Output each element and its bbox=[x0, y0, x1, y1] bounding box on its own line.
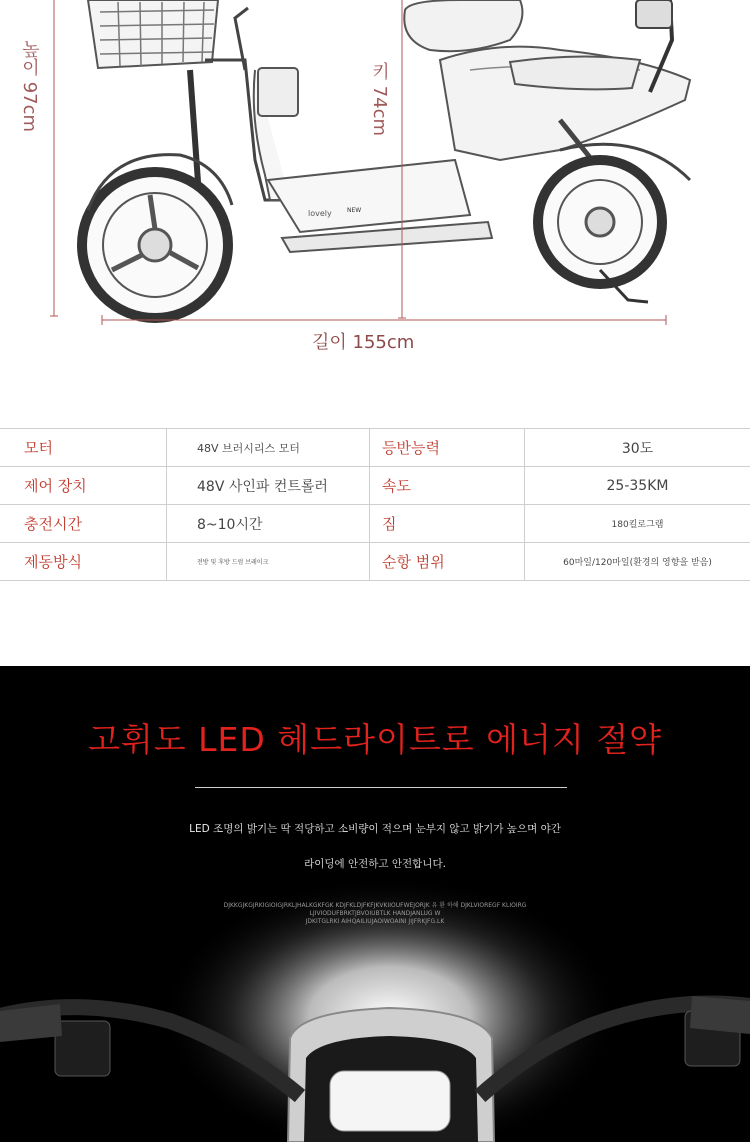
filler-line-1: DJKKGJKGJRKIGIOIGJRKLJHALKGKFGK KDJFKLDJFKFJKVKIIOUFWEJORJK 유 환 하해 DJKLVIOREGF KLIOIRG bbox=[223, 902, 527, 909]
seat-height-dimension-label: 키 74cm bbox=[369, 62, 390, 137]
spec-label-controller: 제어 장치 bbox=[0, 467, 167, 505]
spec-row bbox=[0, 467, 750, 505]
led-section-title: 고휘도 LED 헤드라이트로 에너지 절약 bbox=[88, 720, 662, 759]
height-dimension-label: 높이 97cm bbox=[19, 40, 40, 133]
spec-label-speed: 속도 bbox=[370, 467, 525, 505]
brand-text: lovely bbox=[308, 209, 332, 218]
decorative-filler-text bbox=[0, 902, 750, 926]
plate-text: NEW bbox=[347, 207, 362, 214]
led-headlight-section bbox=[0, 666, 750, 1142]
spec-value-controller: 48V 사인파 컨트롤러 bbox=[167, 467, 370, 505]
spec-value-speed: 25-35KM bbox=[525, 467, 750, 505]
spec-value-climbing: 30도 bbox=[525, 429, 750, 467]
spec-value-charging-time: 8~10시간 bbox=[167, 505, 370, 543]
spec-label-load: 짐 bbox=[370, 505, 525, 543]
spec-value-motor: 48V 브러시리스 모터 bbox=[167, 429, 370, 467]
spec-row bbox=[0, 543, 750, 581]
filler-line-2: LJIVIODUFBRKTJBVOIUBTLK HANDJANLUG W bbox=[309, 910, 441, 917]
spec-label-charging-time: 충전시간 bbox=[0, 505, 167, 543]
spec-label-climbing: 등반능력 bbox=[370, 429, 525, 467]
spec-label-braking: 제동방식 bbox=[0, 543, 167, 581]
length-dimension-label: 길이 155cm bbox=[312, 332, 415, 353]
spec-value-range: 60마일/120마일(환경의 영향을 받음) bbox=[525, 543, 750, 581]
scooter-diagram bbox=[0, 0, 750, 400]
led-description-line-1: LED 조명의 밝기는 딱 적당하고 소비량이 적으며 눈부지 않고 밝기가 높으며 야간 bbox=[189, 823, 561, 835]
title-divider bbox=[195, 787, 567, 788]
filler-line-3: JDKITGLRKI AIHQAILIUJAOIWOAINI JIJFRKJFG.LK bbox=[305, 918, 445, 925]
led-description-line-2: 라이딩에 안전하고 안전합니다. bbox=[304, 858, 446, 870]
spec-label-range: 순항 범위 bbox=[370, 543, 525, 581]
spec-table bbox=[0, 428, 750, 581]
spec-row bbox=[0, 505, 750, 543]
spec-value-load: 180킬로그램 bbox=[525, 505, 750, 543]
spec-row bbox=[0, 429, 750, 467]
spec-value-braking: 전방 및 후방 드럼 브레이크 bbox=[167, 543, 370, 581]
spec-label-motor: 모터 bbox=[0, 429, 167, 467]
